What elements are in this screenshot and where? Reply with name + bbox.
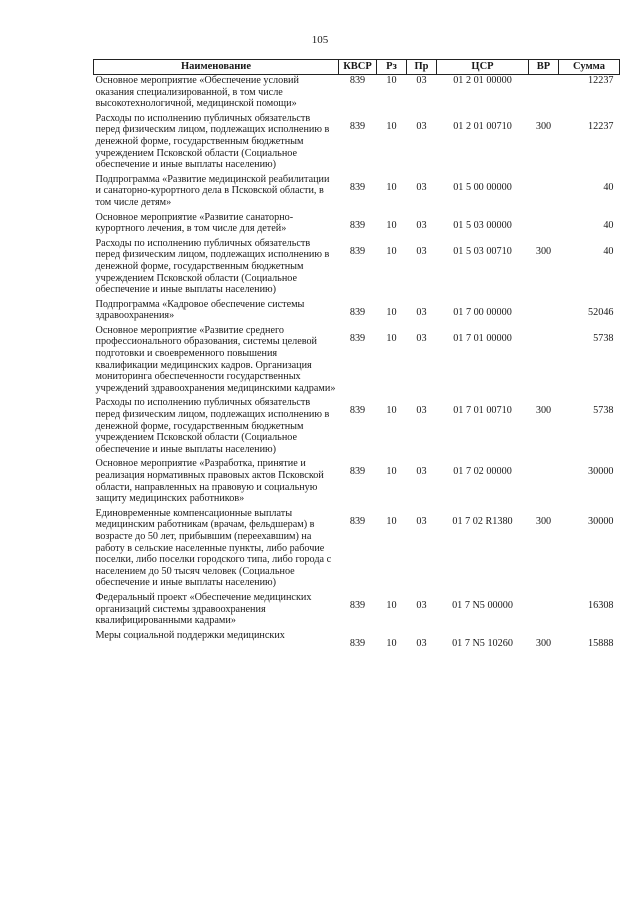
row-pr: 03 (416, 181, 427, 193)
row-pr: 03 (416, 599, 427, 611)
header-name: Наименование (94, 60, 339, 75)
row-sum: 16308 (588, 599, 614, 611)
row-name: Расходы по исполнению публичных обязательств перед физическим лицом, подлежащих исполнению в денежной форме, государственным бюджетным учреждением Псковской области (Социальное обеспечение и иные выплаты населению) (95, 397, 330, 455)
row-rz: 10 (386, 75, 397, 86)
row-pr: 03 (416, 219, 427, 231)
header-rz: Рз (377, 60, 407, 75)
row-kvsr: 839 (349, 219, 366, 231)
row-kvsr: 839 (349, 599, 366, 611)
row-rz: 10 (386, 245, 397, 257)
page-number: 105 (311, 34, 329, 46)
row-kvsr: 839 (349, 75, 366, 86)
row-rz: 10 (386, 637, 397, 649)
table-row (94, 238, 620, 299)
budget-table-container (93, 59, 619, 652)
row-csr: 01 7 N5 00000 (452, 599, 513, 611)
row-rz: 10 (386, 120, 397, 132)
table-row (94, 75, 620, 113)
row-csr: 01 5 03 00710 (453, 245, 512, 257)
row-rz: 10 (386, 405, 397, 417)
row-rz: 10 (386, 181, 397, 193)
row-sum: 12237 (588, 75, 614, 86)
row-rz: 10 (386, 219, 397, 231)
row-kvsr: 839 (349, 245, 366, 257)
row-rz: 10 (386, 599, 397, 611)
row-name: Основное мероприятие «Развитие санаторно-курортного лечения, в том числе для детей» (95, 211, 294, 235)
row-name: Федеральный проект «Обеспечение медицинских организаций системы здравоохранения квалифицированными кадрами» (95, 591, 312, 627)
table-body (94, 75, 620, 653)
budget-table (93, 59, 620, 652)
table-row (94, 174, 620, 212)
table-row (94, 299, 620, 325)
row-rz: 10 (386, 332, 397, 344)
row-vr (529, 325, 559, 398)
row-pr: 03 (416, 120, 427, 132)
row-name: Единовременные компенсационные выплаты медицинским работникам (врачам, фельдшерам) в возрасте до 50 лет, прибывшим (переехавшим) на работу в сельские населенные пункты, либо рабочие поселки, либо поселки городского типа, либо города с населением до 50 тысяч человек (Социальное обеспечение и иные выплаты населению) (95, 507, 332, 589)
table-row (94, 397, 620, 458)
row-csr: 01 7 01 00710 (453, 405, 512, 417)
row-name: Подпрограмма «Кадровое обеспечение системы здравоохранения» (95, 298, 305, 322)
row-sum: 5738 (593, 405, 614, 417)
row-sum: 5738 (593, 332, 614, 344)
row-kvsr: 839 (349, 515, 366, 527)
row-name: Меры социальной поддержки медицинских (95, 629, 285, 641)
row-kvsr: 839 (349, 120, 366, 132)
row-name: Расходы по исполнению публичных обязательств перед физическим лицом, подлежащих исполнению в денежной форме, государственным бюджетным учреждением Псковской области (Социальное обеспечение и иные выплаты населению) (95, 112, 330, 171)
row-sum: 52046 (588, 306, 614, 318)
table-row (94, 212, 620, 238)
row-pr: 03 (416, 515, 427, 527)
row-rz: 10 (386, 515, 397, 527)
row-pr: 03 (416, 637, 427, 649)
row-pr: 03 (416, 332, 427, 344)
row-name: Основное мероприятие «Развитие среднего профессионального образования, системы целевой подготовки и своевременного повышения квалификации медицинских кадров. Организация мониторинга обеспеченности государственных учреждений здравоохранения медицинскими кадрами» (95, 324, 336, 394)
row-kvsr: 839 (349, 405, 366, 417)
row-sum: 15888 (588, 637, 614, 649)
row-csr: 01 5 03 00000 (453, 219, 512, 231)
row-name: Расходы по исполнению публичных обязательств перед физическим лицом, подлежащих исполнению в денежной форме, государственным бюджетным учреждением Псковской области (Социальное обеспечение и иные выплаты населению) (95, 237, 330, 296)
row-csr: 01 7 N5 10260 (452, 637, 513, 649)
row-sum: 40 (603, 219, 614, 231)
row-kvsr: 839 (349, 637, 366, 649)
row-vr (529, 212, 559, 238)
row-csr: 01 2 01 00000 (453, 75, 512, 86)
table-header-row (94, 60, 620, 75)
row-vr: 300 (535, 637, 552, 649)
header-kvsr: КВСР (339, 60, 377, 75)
row-name: Основное мероприятие «Обеспечение условий оказания специализированной, в том числе высокотехнологичной, медицинской помощи» (95, 75, 299, 110)
row-csr: 01 7 00 00000 (453, 306, 512, 318)
row-vr (529, 458, 559, 507)
row-vr (529, 299, 559, 325)
row-kvsr: 839 (349, 181, 366, 193)
row-name: Подпрограмма «Развитие медицинской реабилитации и санаторно-курортного дела в Псковской области, в том числе детям» (95, 173, 330, 208)
row-sum: 40 (603, 245, 614, 257)
table-row (94, 458, 620, 507)
row-vr (529, 592, 559, 630)
row-csr: 01 7 01 00000 (453, 332, 512, 344)
row-rz: 10 (386, 466, 397, 478)
header-vr: ВР (529, 60, 559, 75)
row-vr: 300 (535, 120, 552, 132)
table-row (94, 113, 620, 174)
header-pr: Пр (407, 60, 437, 75)
table-row (94, 508, 620, 592)
row-csr: 01 5 00 00000 (453, 181, 512, 193)
row-rz: 10 (386, 306, 397, 318)
row-vr: 300 (535, 405, 552, 417)
row-kvsr: 839 (349, 332, 366, 344)
row-csr: 01 2 01 00710 (453, 120, 512, 132)
header-sum: Сумма (559, 60, 620, 75)
row-pr: 03 (416, 75, 427, 86)
row-vr: 300 (535, 515, 552, 527)
table-row (94, 325, 620, 398)
row-vr (529, 174, 559, 212)
header-csr: ЦСР (437, 60, 529, 75)
row-pr: 03 (416, 245, 427, 257)
row-sum: 30000 (588, 515, 614, 527)
row-kvsr: 839 (349, 466, 366, 478)
row-vr (529, 75, 559, 113)
row-sum: 40 (603, 181, 614, 193)
row-name: Основное мероприятие «Разработка, принятие и реализация нормативных правовых актов Псковской области, направленных на правовую и социальную защиту медицинских работников» (95, 458, 324, 505)
table-row (94, 630, 620, 653)
row-pr: 03 (416, 306, 427, 318)
row-csr: 01 7 02 00000 (453, 466, 512, 478)
table-row (94, 592, 620, 630)
row-vr: 300 (535, 245, 552, 257)
row-pr: 03 (416, 405, 427, 417)
row-csr: 01 7 02 R1380 (452, 515, 513, 527)
row-sum: 30000 (588, 466, 614, 478)
row-kvsr: 839 (349, 306, 366, 318)
row-sum: 12237 (588, 120, 614, 132)
row-pr: 03 (416, 466, 427, 478)
